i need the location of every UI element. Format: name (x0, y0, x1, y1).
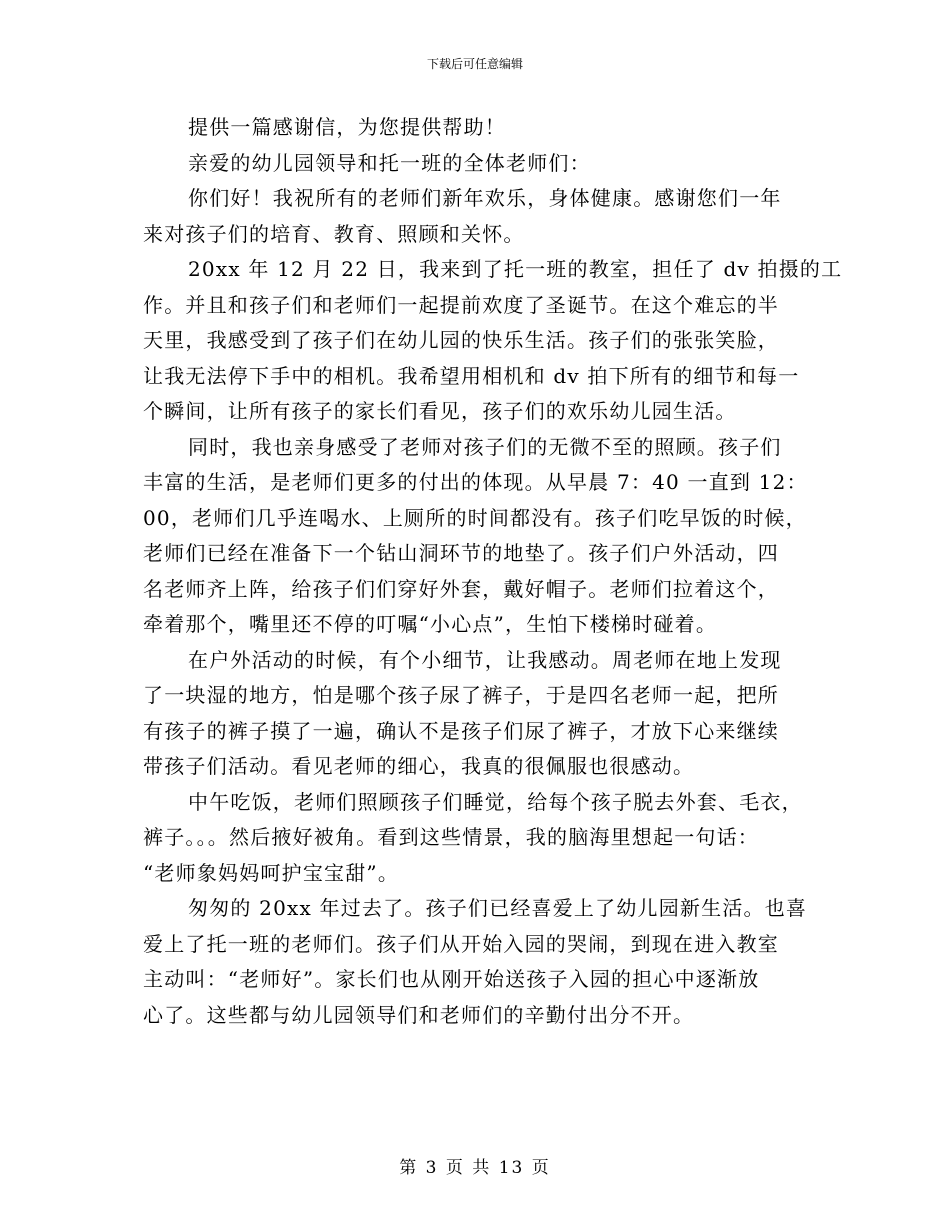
text-line: 裤子。。。然后掖好被角。看到这些情景，我的脑海里想起一句话： (143, 825, 759, 849)
text-line: 天里，我感受到了孩子们在幼儿园的快乐生活。孩子们的张张笑脸， (143, 328, 779, 352)
text-line: 00，老师们几乎连喝水、上厕所的时间都没有。孩子们吃早饭的时候， (143, 505, 807, 530)
page-number: 第 3 页 共 13 页 (399, 1158, 551, 1178)
text-line: 主动叫：“老师好”。家长们也从刚开始送孩子入园的担心中逐渐放 (143, 967, 760, 991)
letter-body (143, 112, 843, 1035)
text-line: 爱上了托一班的老师们。孩子们从开始入园的哭闹，到现在进入教室 (143, 931, 779, 956)
text-line: 老师们已经在准备下一个钻山洞环节的地垫了。孩子们户外活动，四 (143, 541, 779, 565)
text-line: 丰富的生活，是老师们更多的付出的体现。从早晨 7：40 一直到 12： (143, 470, 808, 494)
text-line: 中午吃饭，老师们照顾孩子们睡觉，给每个孩子脱去外套、毛衣， (188, 789, 803, 814)
text-line: 在户外活动的时候，有个小细节，让我感动。周老师在地上发现 (188, 647, 782, 672)
text-line: 匆匆的 20xx 年过去了。孩子们已经喜爱上了幼儿园新生活。也喜 (188, 896, 808, 920)
text-line: 有孩子的裤子摸了一遍，确认不是孩子们尿了裤子，才放下心来继续 (143, 718, 779, 743)
text-line: “老师象妈妈呵护宝宝甜”。 (143, 860, 400, 885)
text-line: 牵着那个，嘴里还不停的叮嘱“小心点”，生怕下楼梯时碰着。 (143, 612, 718, 636)
page-header: 下载后可任意编辑 (426, 57, 523, 71)
text-line: 亲爱的幼儿园领导和托一班的全体老师们： (188, 150, 591, 175)
text-line: 名老师齐上阵，给孩子们们穿好外套，戴好帽子。老师们拉着这个， (143, 576, 779, 601)
text-line: 来对孩子们的培育、教育、照顾和关怀。 (143, 221, 525, 246)
text-line: 你们好！我祝所有的老师们新年欢乐，身体健康。感谢您们一年 (188, 186, 782, 210)
text-line: 让我无法停下手中的相机。我希望用相机和 dv 拍下所有的细节和每一 (143, 363, 800, 388)
text-line: 同时，我也亲身感受了老师对孩子们的无微不至的照顾。孩子们 (188, 434, 782, 459)
text-line: 作。并且和孩子们和老师们一起提前欢度了圣诞节。在这个难忘的半 (143, 292, 779, 317)
text-line: 带孩子们活动。看见老师的细心，我真的很佩服也很感动。 (143, 754, 695, 778)
text-line: 了一块湿的地方，怕是哪个孩子尿了裤子，于是四名老师一起，把所 (143, 683, 779, 707)
text-line: 提供一篇感谢信，为您提供帮助！ (188, 115, 506, 139)
text-line: 心了。这些都与幼儿园领导们和老师们的辛勤付出分不开。 (143, 1002, 695, 1027)
text-line: 20xx 年 12 月 22 日，我来到了托一班的教室，担任了 dv 拍摄的工 (188, 257, 843, 281)
text-line: 个瞬间，让所有孩子的家长们看见，孩子们的欢乐幼儿园生活。 (143, 399, 737, 423)
